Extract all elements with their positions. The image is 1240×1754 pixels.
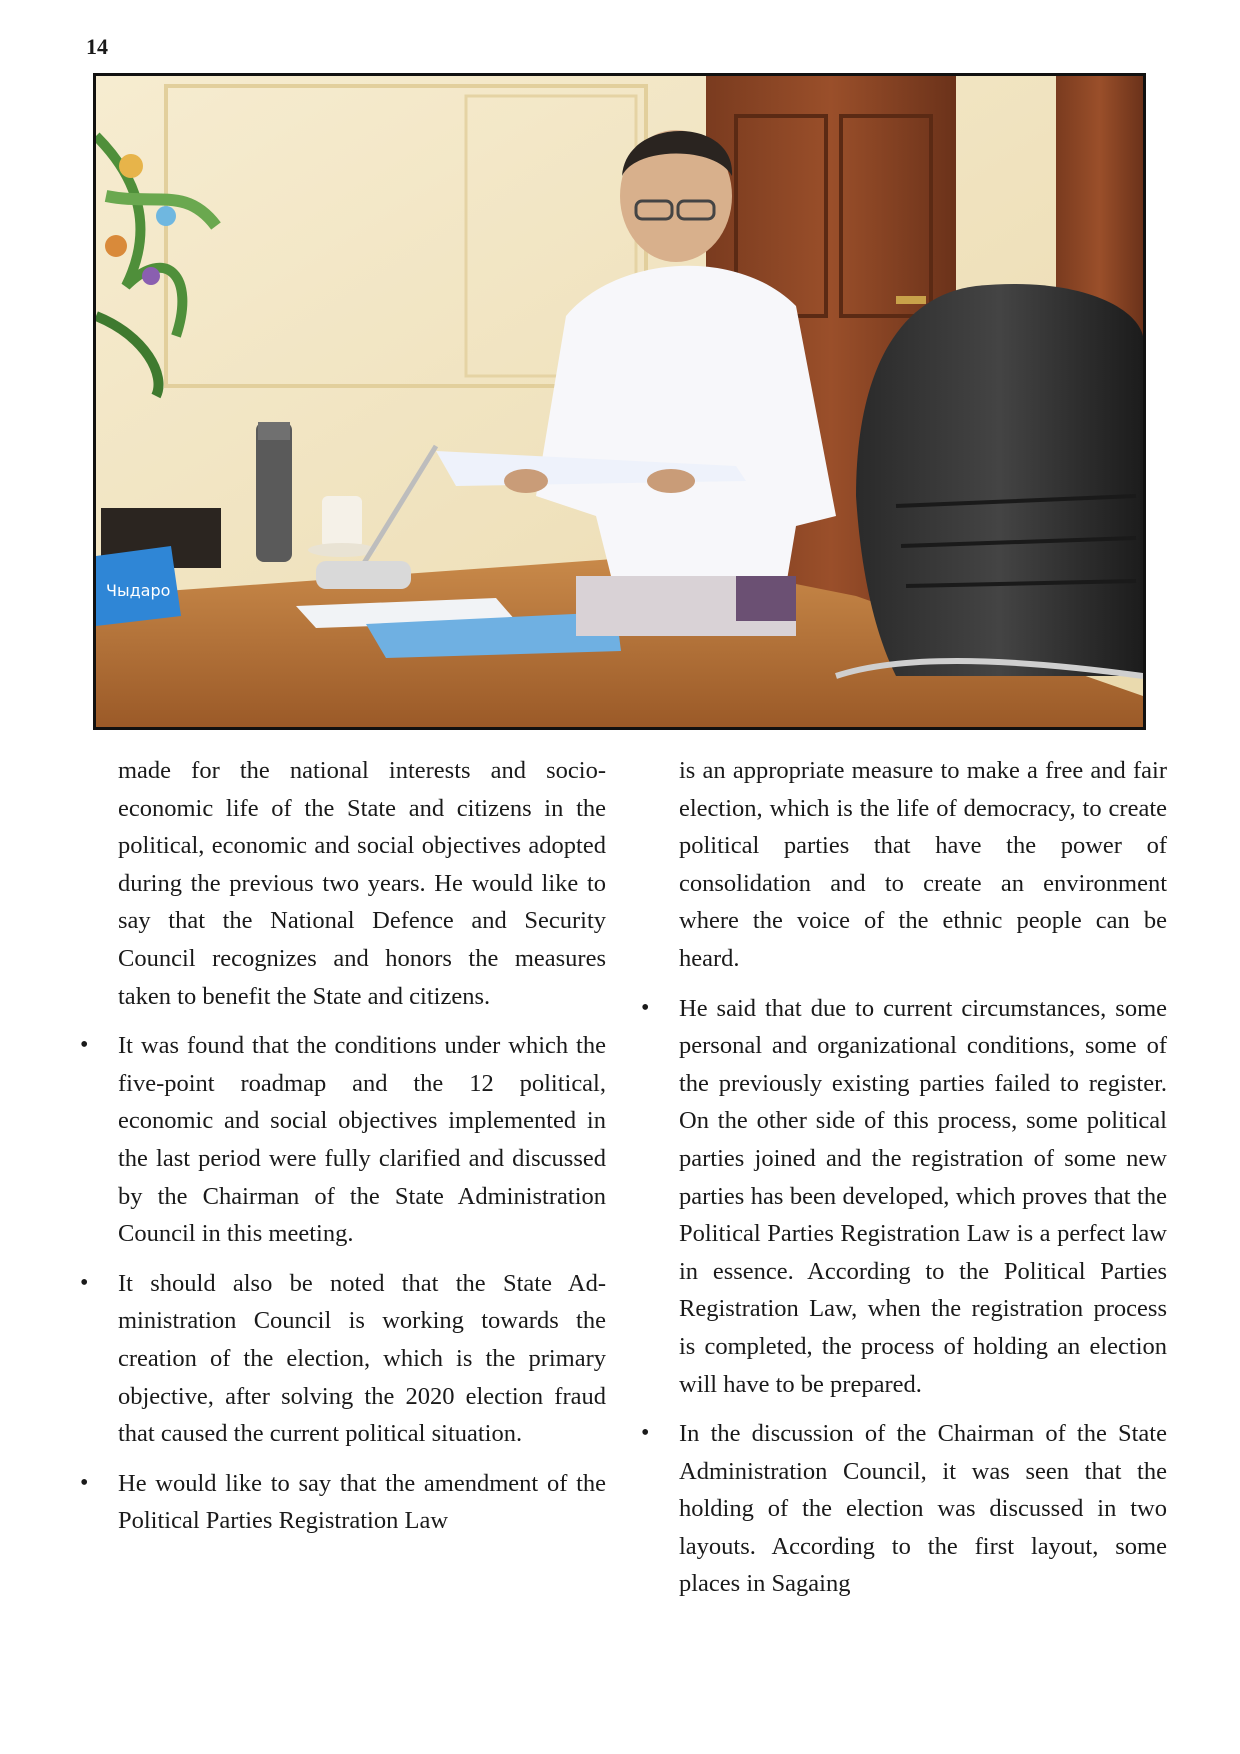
- left-column: [118, 752, 606, 1552]
- bullet-paragraph: • He said that due to current circumstances, some personal and organizational conditions, some of the previously existing parties failed to register. On the other side of this process, some political parties joined and the registration of some new parties has been developed, which proves that the Political Parties Registration Law is a perfect law in essence. According to the Political Parties Registration Law, when the registration process is completed, the process of holding an election will have to be prepared.: [679, 990, 1167, 1404]
- nameplate-text: Чыдаро: [106, 581, 171, 600]
- photo-illustration: [96, 76, 1143, 727]
- paragraph: made for the national interests and socio-economic life of the State and citizens in the political, economic and social objectives adopted during the previous two years. He would like to say that the National Defence and Security Council recognizes and honors the measures taken to benefit the State and citizens.: [118, 757, 606, 1010]
- bullet-paragraph: • He would like to say that the amendment of the Political Parties Registration Law: [118, 1465, 606, 1540]
- bullet-paragraph: • It should also be noted that the State Administration Council is working towards the creation of the election, which is the primary objective, after solving the 2020 election fraud that caused the current political situation.: [118, 1265, 606, 1453]
- bullet-paragraph: • In the discussion of the Chairman of the State Administration Council, it was seen that the holding of the election was discussed in two layouts. According to the first layout, some places in Sagaing: [679, 1415, 1167, 1603]
- right-column: [679, 752, 1167, 1615]
- meeting-photo: [93, 73, 1146, 730]
- paragraph: is an appropriate measure to make a free and fair election, which is the life of democracy, to create political parties that have the power of consolidation and to create an environment where the voice of the ethnic people can be heard.: [679, 757, 1167, 972]
- page-number: 14: [86, 34, 108, 59]
- bullet-paragraph: • It was found that the conditions under which the five-point roadmap and the 12 political, economic and social objectives implemented in the last period were fully clarified and discussed by the Chairman of the State Administration Council in this meeting.: [118, 1027, 606, 1253]
